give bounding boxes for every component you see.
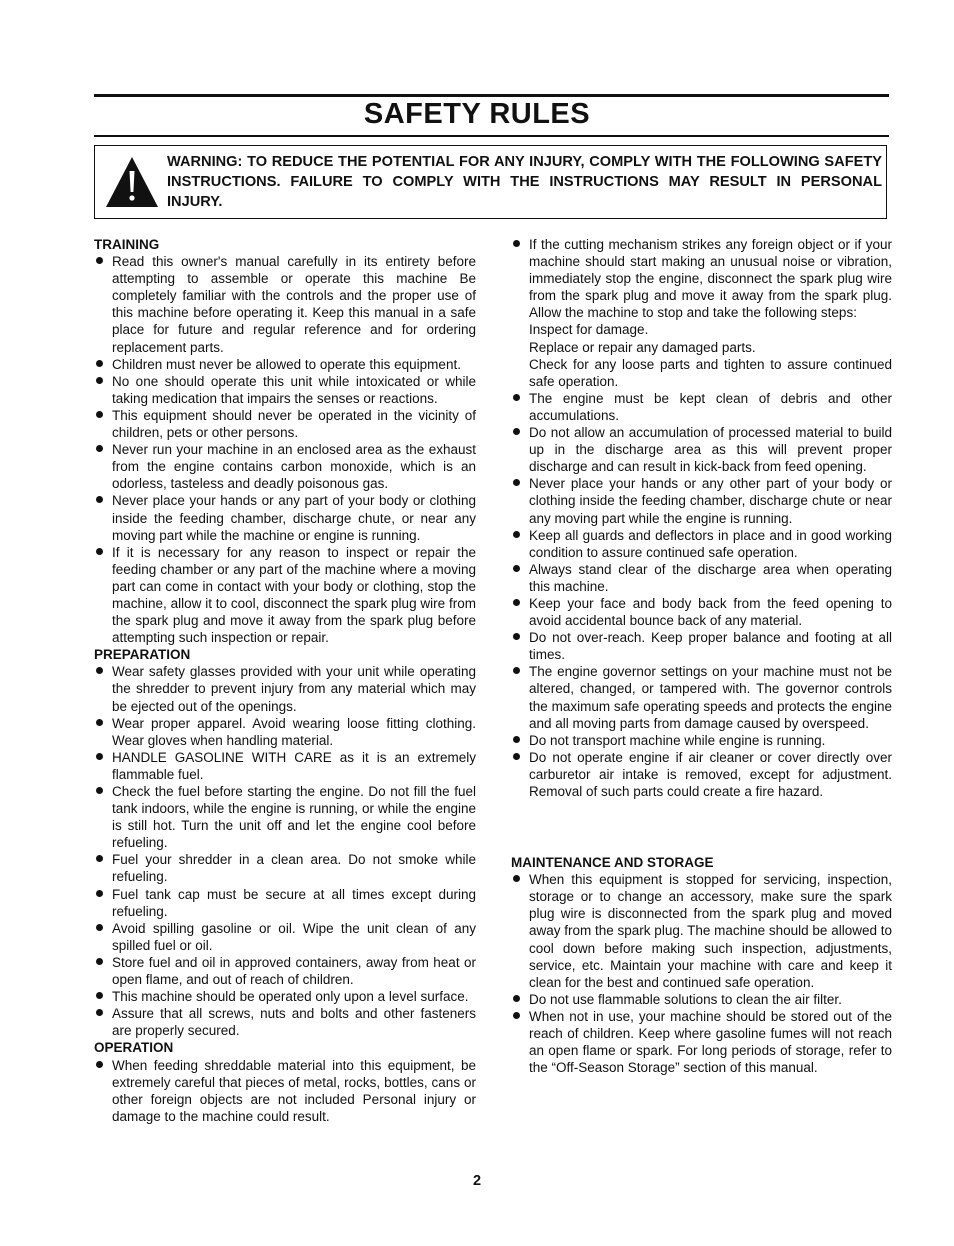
bullet-icon [96,719,103,726]
list-item-text: Never run your machine in an enclosed area as the exhaust from the engine contains carbon monoxide, which is an odorless, tasteless and deadly poisonous gas. [112,442,476,492]
step-text: Inspect for damage. [529,322,649,338]
bullet-icon [96,992,103,999]
bullet-icon [513,531,520,538]
bullet-icon [513,428,520,435]
bullet-icon [513,394,520,401]
column-spacer [511,800,892,854]
list-item [94,1005,476,1039]
bullet-icon [96,411,103,418]
list-item-text: Never place your hands or any other part of your body or clothing inside the feeding chamber, discharge chute or near any moving part while the engine is running. [529,476,892,526]
list-item [511,475,892,526]
bullet-icon [96,445,103,452]
bullet-icon [96,548,103,555]
list-item-text: Avoid spilling gasoline or oil. Wipe the unit clean of any spilled fuel or oil. [112,920,476,953]
list-item-text: Keep all guards and deflectors in place and in good working condition to assure continued safe operation. [529,527,892,560]
operation-list-continued [511,236,892,390]
bullet-icon [513,995,520,1002]
list-item [94,373,476,407]
bullet-icon [96,257,103,264]
list-item-text: Wear safety glasses provided with your unit while operating the shredder to prevent injury from any material which may be ejected out of the openings. [112,664,476,714]
step-text: Check for any loose parts and tighten to assure continued safe operation. [529,356,892,389]
warning-box [94,145,887,219]
list-item-text: Read this owner's manual carefully in its entirety before attempting to assemble or operate this machine Be completely familiar with the controls and the proper use of this machine before operating it. Keep this manual in a safe place for future and regular reference and for ordering replacement parts. [112,254,476,355]
bullet-icon [513,565,520,572]
list-item [94,1057,476,1125]
list-item-text: Wear proper apparel. Avoid wearing loose fitting clothing. Wear gloves when handling material. [112,715,476,748]
bullet-icon [96,958,103,965]
list-item [511,527,892,561]
list-item [511,991,892,1008]
list-item-text: Fuel tank cap must be secure at all times except during refueling. [112,886,476,919]
operation-list-more [511,390,892,800]
list-item-text: When not in use, your machine should be stored out of the reach of children. Keep where gasoline fumes will not reach an open flame or spark. For long periods of storage, refer to the “Off-Season Storage” section of this manual. [529,1008,892,1076]
maintenance-list [511,871,892,1076]
list-item [511,749,892,800]
left-column [94,236,476,1125]
warning-triangle-icon [105,156,159,208]
list-item-text: Store fuel and oil in approved containers, away from heat or open flame, and out of reach of children. [112,954,476,988]
list-item-text: If the cutting mechanism strikes any foreign object or if your machine should start making an unusual noise or vibration, immediately stop the engine, disconnect the spark plug wire from the spark plug and move it away from the spark plug. Allow the machine to stop and take the following steps: [529,237,892,321]
bullet-icon [513,753,520,760]
bullet-icon [96,377,103,384]
list-item-text: Assure that all screws, nuts and bolts and other fasteners are properly secured. [112,1006,476,1039]
list-item-text: If it is necessary for any reason to inspect or repair the feeding chamber or any part of the machine where a moving part can come in contact with your body or clothing, stop the machine, allow it to cool, disconnect the spark plug wire from the spark plug and move it away from the spark plug before attempting such inspection or repair. [112,544,476,646]
section-heading-maintenance: MAINTENANCE AND STORAGE [511,855,714,871]
operation-list [94,1057,476,1125]
warning-text: WARNING: TO REDUCE THE POTENTIAL FOR ANY INJURY, COMPLY WITH THE FOLLOWING SAFETY INSTRUCTIONS. FAILURE TO COMPLY WITH THE INSTRUCTIONS MAY RESULT IN PERSONAL INJURY. [167,154,882,210]
list-item [94,356,476,373]
list-item-text: No one should operate this unit while intoxicated or while taking medication that impairs the senses or reactions. [112,373,476,406]
section-heading-preparation: PREPARATION [94,647,191,663]
bullet-icon [96,924,103,931]
page-title: SAFETY RULES [363,98,591,130]
list-item-text: Fuel your shredder in a clean area. Do not smoke while refueling. [112,852,476,885]
list-item-text: Check the fuel before starting the engine. Do not fill the fuel tank indoors, while the engine is running, or while the engine is still hot. Turn the unit off and let the engine cool before refueling. [112,784,476,851]
bullet-icon [96,667,103,674]
list-item-text: Never place your hands or any part of your body or clothing inside the feeding chamber, discharge chute, or near any moving part while the machine or engine is running. [112,493,476,543]
list-item-text: The engine must be kept clean of debris and other accumulations. [529,390,892,423]
list-item [511,390,892,424]
bullet-icon [513,633,520,640]
bullet-icon [513,1012,520,1019]
list-item [94,544,476,647]
list-item-text: When this equipment is stopped for servicing, inspection, storage or to change an accessory, make sure the spark plug wire is disconnected from the spark plug and moved away from the spark plug. The machine should be allowed to cool down before making such inspection, adjustments, service, etc. Maintain your machine with care and keep it clean for the best and continued safe operation. [529,872,892,990]
page-number: 2 [472,1173,482,1189]
list-item [511,732,892,749]
list-item-text: Do not use flammable solutions to clean the air filter. [529,991,842,1007]
section-heading-training: TRAINING [94,237,160,252]
bullet-icon [513,875,520,882]
right-column [511,236,892,1076]
bullet-icon [96,496,103,503]
preparation-list [94,663,476,1039]
list-item [511,871,892,991]
list-item [94,783,476,851]
bullet-icon [513,240,520,247]
list-item [94,954,476,988]
bullet-icon [96,1009,103,1016]
bullet-icon [96,1061,103,1068]
section-heading-operation: OPERATION [94,1040,174,1056]
list-item [94,441,476,492]
list-item [94,492,476,543]
list-item [511,595,892,629]
header-rule-bottom [94,135,889,137]
list-item [94,407,476,441]
step-text: Replace or repair any damaged parts. [529,339,756,355]
list-item [94,663,476,714]
list-item-text: HANDLE GASOLINE WITH CARE as it is an extremely flammable fuel. [112,749,476,782]
list-item [94,851,476,885]
list-item-text: When feeding shreddable material into this equipment, be extremely careful that pieces of metal, rocks, bottles, cans or other foreign objects are not included Personal injury or damage to the machine could result. [112,1057,476,1124]
list-item [94,749,476,783]
list-item [511,236,892,390]
list-item [511,629,892,663]
bullet-icon [96,753,103,760]
bullet-icon [96,360,103,367]
list-item-text: Do not operate engine if air cleaner or cover directly over carburetor air intake is removed, except for adjustment. Removal of such parts could create a fire hazard. [529,749,892,799]
list-item-text: Children must never be allowed to operate this equipment. [112,356,461,372]
list-item-text: Do not transport machine while engine is running. [529,732,826,748]
bullet-icon [513,599,520,606]
list-item [94,920,476,954]
bullet-icon [96,890,103,897]
list-item-text: Do not over-reach. Keep proper balance and footing at all times. [529,630,892,663]
list-item [511,424,892,475]
bullet-icon [96,855,103,862]
list-item [511,663,892,731]
bullet-icon [513,667,520,674]
list-item [94,988,476,1005]
list-item-text: Do not allow an accumulation of processed material to build up in the discharge area as this will prevent proper discharge and can result in kick-back from feed opening. [529,425,892,475]
bullet-icon [96,787,103,794]
list-item [94,715,476,749]
list-item-text: Always stand clear of the discharge area when operating this machine. [529,561,892,594]
training-list [94,253,476,646]
list-item-text: Keep your face and body back from the feed opening to avoid accidental bounce back of any material. [529,595,892,629]
bullet-icon [513,736,520,743]
list-item-text: This equipment should never be operated in the vicinity of children, pets or other persons. [112,407,476,441]
list-item [94,253,476,356]
list-item [94,886,476,920]
list-item [511,561,892,595]
list-item-text: This machine should be operated only upon a level surface. [112,989,469,1005]
list-item [511,1008,892,1076]
list-item-text: The engine governor settings on your machine must not be altered, changed, or tampered with. The governor controls the maximum safe operating speeds and protects the engine and all moving parts from damage caused by overspeed. [529,664,892,731]
bullet-icon [513,479,520,486]
